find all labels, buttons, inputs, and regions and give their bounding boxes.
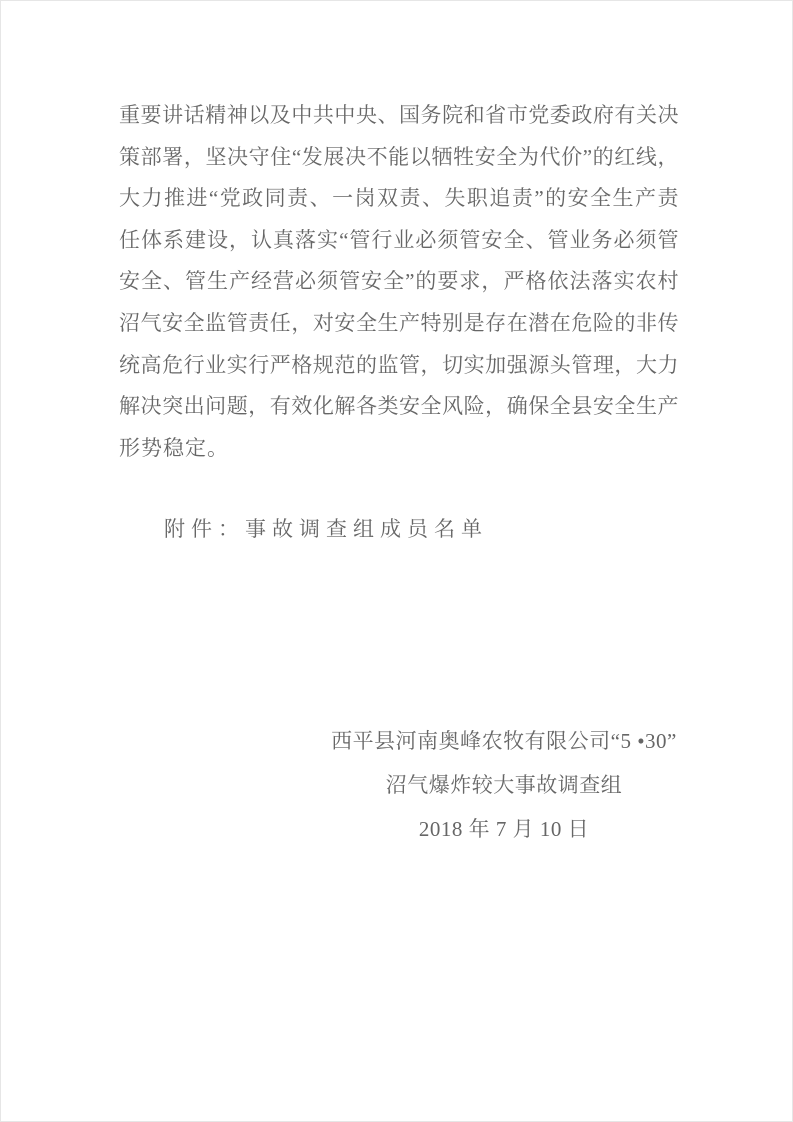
signature-block: [311, 719, 697, 851]
body-line: 大力推进“党政同责、一岗双责、失职追责”的安全生产责: [119, 186, 679, 211]
signature-group-line: 沼气爆炸较大事故调查组: [385, 773, 623, 797]
body-line: 任体系建设，认真落实“管行业必须管安全、管业务必须管: [119, 227, 679, 252]
body-line: 策部署，坚决守住“发展决不能以牺牲安全为代价”的红线，: [119, 144, 679, 169]
body-line: 形势稳定。: [119, 435, 229, 460]
signature-company-line: 西平县河南奥峰农牧有限公司“5 •30”: [331, 729, 677, 753]
body-line: 重要讲话精神以及中共中央、国务院和省市党委政府有关决: [119, 103, 679, 127]
attachment-line: 附件：事故调查组成员名单: [164, 517, 488, 541]
signature-date-line: 2018 年 7 月 10 日: [418, 817, 590, 841]
body-line: 安全、管生产经营必须管安全”的要求，严格依法落实农村: [119, 269, 679, 294]
body-paragraph: [119, 95, 679, 469]
body-line: 沼气安全监管责任，对安全生产特别是存在潜在危险的非传: [119, 310, 679, 335]
body-line: 解决突出问题，有效化解各类安全风险，确保全县安全生产: [119, 394, 679, 419]
body-line: 统高危行业实行严格规范的监管，切实加强源头管理，大力: [119, 352, 679, 377]
